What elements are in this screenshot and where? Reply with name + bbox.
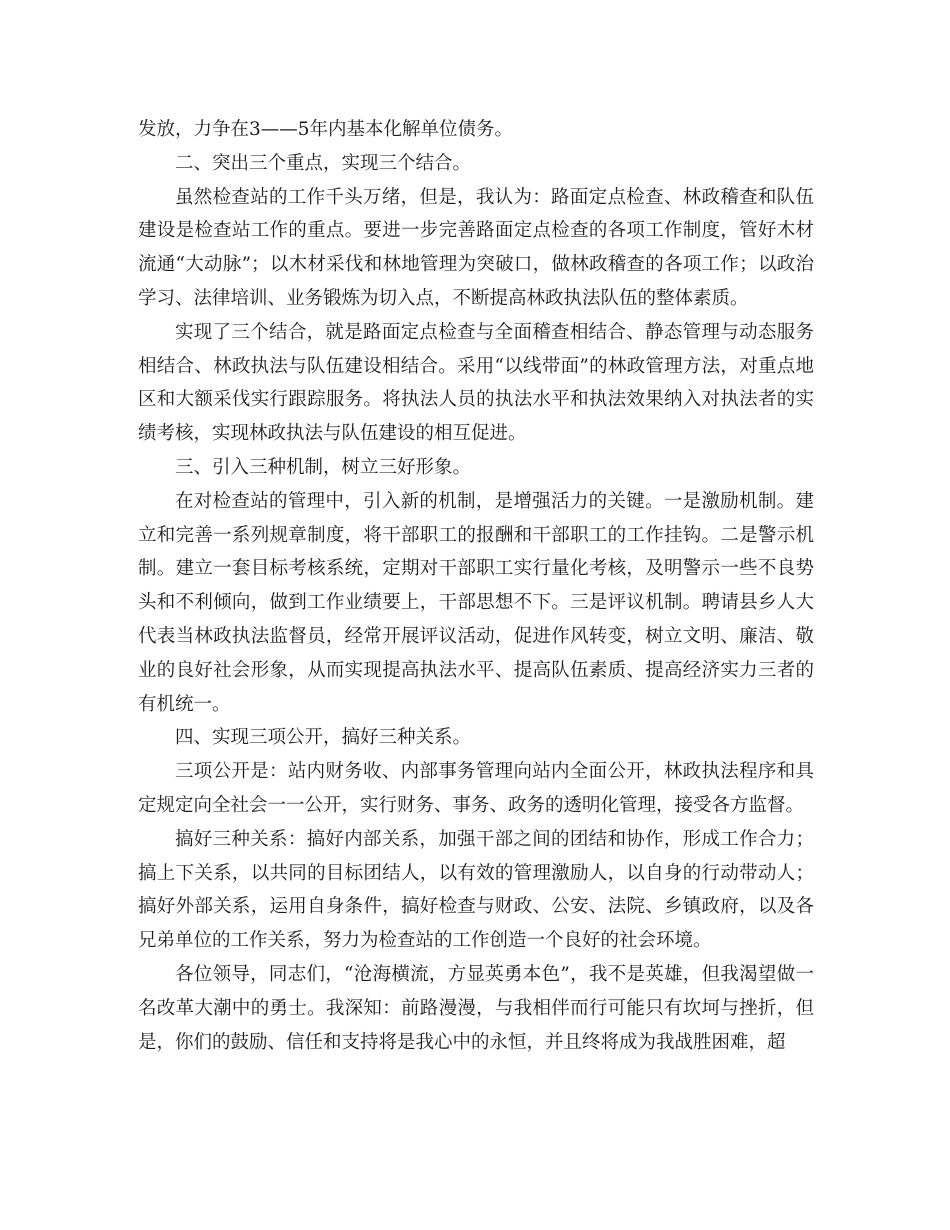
paragraph: 在对检查站的管理中，引入新的机制，是增强活力的关键。一是激励机制。建立和完善一系列规章制度，将干部职工的报酬和干部职工的工作挂钩。二是警示机制。建立一套目标考核系统，定期对干部职工实行量化考核，及明警示一些不良势头和不利倾向，做到工作业绩要上，干部思想不下。三是评议机制。聘请县乡人大代表当林政执法监督员，经常开展评议活动，促进作风转变，树立文明、廉洁、敬业的良好社会形象，从而实现提高执法水平、提高队伍素质、提高经济实力三者的有机统一。 bbox=[138, 490, 814, 715]
paragraph: 实现了三个结合，就是路面定点检查与全面稽查相结合、静态管理与动态服务相结合、林政执法与队伍建设相结合。采用“以线带面”的林政管理方法，对重点地区和大额采伐实行跟踪服务。将执法人员的执法水平和执法效果纳入对执法者的实绩考核，实现林政执法与队伍建设的相互促进。 bbox=[138, 321, 814, 445]
document-body bbox=[138, 113, 814, 1059]
paragraph: 发放，力争在3——5年内基本化解单位债务。 bbox=[138, 119, 514, 140]
section-heading: 二、突出三个重点，实现三个结合。 bbox=[175, 152, 472, 174]
paragraph: 各位领导，同志们，“沧海横流，方显英勇本色”，我不是英雄，但我渴望做一名改革大潮中的勇士。我深知：前路漫漫，与我相伴而行可能只有坎坷与挫折，但是，你们的鼓励、信任和支持将是我心中的永恒，并且终将成为我战胜困难，超 bbox=[138, 963, 814, 1053]
paragraph: 虽然检查站的工作千头万绪，但是，我认为：路面定点检查、林政稽查和队伍建设是检查站工作的重点。要进一步完善路面定点检查的各项工作制度，管好木材流通“大动脉”；以木材采伐和林地管理为突破口，做林政稽查的各项工作；以政治学习、法律培训、业务锻炼为切入点，不断提高林政执法队伍的整体素质。 bbox=[138, 186, 814, 309]
paragraph: 三项公开是：站内财务收、内部事务管理向站内全面公开，林政执法程序和具定规定向全社会一一公开，实行财务、事务、政务的透明化管理，接受各方监督。 bbox=[138, 761, 814, 816]
section-heading: 三、引入三种机制，树立三好形象。 bbox=[175, 456, 472, 478]
paragraph: 搞好三种关系：搞好内部关系，加强干部之间的团结和协作，形成工作合力；搞上下关系，以共同的目标团结人，以有效的管理激励人，以自身的行动带动人；搞好外部关系，运用自身条件，搞好检查与财政、公安、法院、乡镇政府，以及各兄弟单位的工作关系，努力为检查站的工作创造一个良好的社会环境。 bbox=[138, 828, 814, 952]
section-heading: 四、实现三项公开，搞好三种关系。 bbox=[175, 727, 472, 749]
